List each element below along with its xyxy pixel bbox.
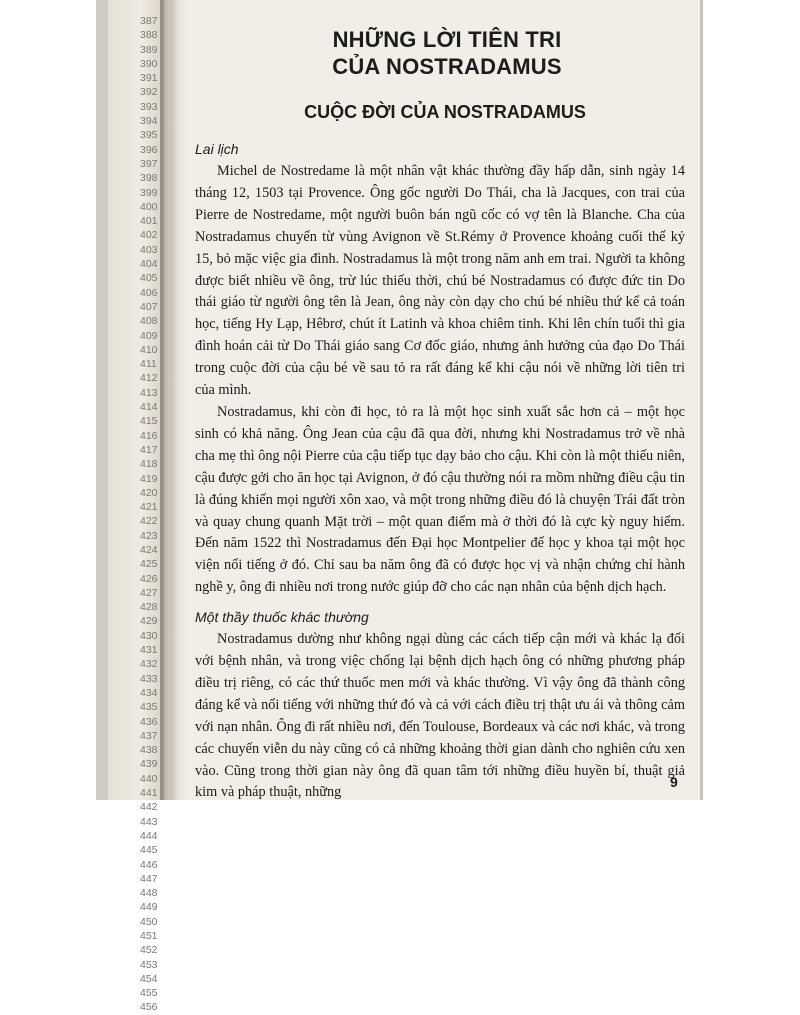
left-page-number: 408 (140, 315, 158, 328)
left-page-number: 387 (140, 15, 158, 27)
left-page-number: 393 (140, 100, 158, 113)
left-page-number: 407 (140, 300, 158, 313)
left-page-number: 414 (140, 401, 158, 414)
left-page-number: 431 (140, 644, 158, 657)
left-page-number: 452 (140, 944, 158, 957)
left-page-number: 428 (140, 601, 158, 614)
left-page-number: 441 (140, 787, 158, 800)
left-page-number: 443 (140, 815, 158, 828)
left-page-number: 405 (140, 272, 158, 285)
left-page-number: 403 (140, 243, 158, 256)
left-page-number: 433 (140, 672, 158, 685)
left-page-number: 423 (140, 529, 158, 542)
left-page-number: 450 (140, 915, 158, 928)
left-page-number: 396 (140, 143, 158, 156)
chapter-title-line-2: CỦA NOSTRADAMUS (332, 54, 562, 79)
left-page-number: 442 (140, 801, 158, 814)
left-page-number: 424 (140, 543, 158, 556)
subheading-physician: Một thầy thuốc khác thường (195, 609, 369, 626)
left-page-number: 418 (140, 458, 158, 471)
left-page-number: 440 (140, 772, 158, 785)
left-page-number: 435 (140, 701, 158, 714)
left-page-number: 413 (140, 386, 158, 399)
left-page-number: 400 (140, 200, 158, 213)
page-number: 9 (670, 774, 678, 790)
left-page-number: 390 (140, 57, 158, 70)
left-page-number: 404 (140, 258, 158, 271)
left-page-number: 389 (140, 43, 158, 56)
left-page-number: 429 (140, 615, 158, 628)
chapter-title (209, 26, 685, 80)
left-page-number: 438 (140, 744, 158, 757)
left-page-number: 432 (140, 658, 158, 671)
left-page-number: 394 (140, 115, 158, 128)
left-page-number: 427 (140, 586, 158, 599)
page-content (195, 26, 685, 804)
left-page-number: 444 (140, 829, 158, 842)
left-page-number: 426 (140, 572, 158, 585)
left-page-number: 430 (140, 629, 158, 642)
page-edge-line (700, 0, 703, 800)
left-page-number: 446 (140, 858, 158, 871)
left-page-number: 451 (140, 930, 158, 942)
section-heading: CUỘC ĐỜI CỦA NOSTRADAMUS (304, 102, 586, 122)
page-gutter-shadow (160, 0, 186, 800)
left-page-number: 397 (140, 157, 158, 170)
left-page-number: 398 (140, 172, 158, 185)
left-page-number: 422 (140, 515, 158, 528)
left-page-numbers (140, 14, 158, 1015)
left-page-number: 402 (140, 229, 158, 242)
left-page-number: 406 (140, 286, 158, 299)
left-page-number: 401 (140, 215, 158, 228)
left-page-number: 411 (140, 358, 157, 371)
left-page-number: 419 (140, 472, 158, 485)
left-page-number: 392 (140, 86, 158, 99)
left-page-number: 420 (140, 486, 158, 499)
left-page-number: 454 (140, 972, 158, 985)
paragraph: Michel de Nostredame là một nhân vật khác thường đầy hấp dẫn, sinh ngày 14 tháng 12, 1503 tại Provence. Ông gốc người Do Thái, cha là Jacques, con trai của Pierre de Nostredame, một người buôn bán ngũ cốc có vợ tên là Blanche. Cha của Nostradamus chuyển từ vùng Avignon về St.Rémy ở Provence khoảng cuối thế kỷ 15, bỏ mặc việc gia đình. Nostradamus là một trong năm anh em trai. Người ta không được biết nhiều về ông, trừ lúc thiếu thời, chú bé Nostradamus có được đức tin Do thái giáo từ người ông tên là Jean, ông này còn dạy cho chú bé nhiều thứ kể cả toán học, tiếng Hy Lạp, Hêbrơ, chút ít Latinh và khoa chiêm tinh. Khi lên chín tuổi thì gia đình hoán cải từ Do Thái giáo sang Cơ đốc giáo, nhưng ảnh hưởng của đạo Do Thái trong cuộc đời của cậu bé về sau tỏ ra rất đáng kể khi cậu nói về những lời tiên tri của mình. (195, 163, 685, 399)
subheading-background: Lai lịch (195, 141, 239, 157)
left-page-number: 434 (140, 686, 158, 699)
left-page-number: 416 (140, 429, 158, 442)
left-page-number: 439 (140, 758, 158, 771)
left-page-number: 388 (140, 29, 158, 42)
left-page-number: 445 (140, 844, 158, 857)
paragraph: Nostradamus, khi còn đi học, tỏ ra là một học sinh xuất sắc hơn cả – một học sinh có khả năng. Ông Jean của cậu đã qua đời, nhưng khi Nostradamus trở về nhà cha mẹ thì ông nội Pierre của cậu tiếp tục dạy bảo cho cậu. Khi còn là một thiếu niên, cậu được gởi cho ăn học tại Avignon, ở đó cậu thường nói ra mồm những điều cậu tin là đúng khiến mọi người xôn xao, và một trong những điều đó là chuyện Trái đất tròn và quay chung quanh Mặt trời – một quan điểm mà ở thời đó là cực kỳ nguy hiểm. Đến năm 1522 thì Nostradamus đến Đại học Montpelier để học y khoa tại một học viện nổi tiếng ở đó. Chỉ sau ba năm ông đã có được học vị và nhận chứng chỉ hành nghề y, ông đi nhiều nơi trong nước giúp đỡ cho các nạn nhân của bệnh dịch hạch. (195, 403, 685, 596)
left-page-number: 456 (140, 1001, 158, 1014)
left-page-number: 391 (140, 72, 158, 85)
left-page-number: 421 (140, 501, 158, 514)
left-page-number: 425 (140, 558, 158, 571)
paragraph: Nostradamus dường như không ngại dùng các cách tiếp cận mới và khác lạ đối với bệnh nhân, và trong việc chống lại bệnh dịch hạch ông có những phương pháp điều trị riêng, có các thứ thuốc men mới và khác thường. Vì vậy ông đã thành công đáng kể và nổi tiếng với những thứ đó và cả với cách điều trị thật ưu ái và thông cảm với nạn nhân. Ông đi rất nhiều nơi, đến Toulouse, Bordeaux và các nơi khác, và trong các chuyến viễn du này cũng có cả những khoảng thời gian dành cho nghiên cứu xen vào. Cũng trong thời gian này ông đã quan tâm tới những điều huyền bí, thuật giả kim và pháp thuật, những (195, 631, 685, 801)
background-right (700, 0, 800, 800)
left-page-number: 437 (140, 729, 158, 742)
left-page-number: 453 (140, 958, 158, 971)
left-page-number: 412 (140, 372, 158, 385)
left-page-number: 448 (140, 887, 158, 900)
left-page-number: 436 (140, 715, 158, 728)
left-page-number: 417 (140, 443, 158, 456)
left-page-number: 409 (140, 329, 158, 342)
left-page-number: 399 (140, 186, 158, 199)
left-page-number: 447 (140, 872, 158, 885)
left-page-number: 395 (140, 129, 158, 142)
left-page-number: 455 (140, 987, 158, 1000)
chapter-title-line-1: NHỮNG LỜI TIÊN TRI (332, 27, 562, 52)
left-page-number: 415 (140, 415, 158, 428)
left-page-number: 449 (140, 901, 158, 914)
left-page-number: 410 (140, 343, 158, 356)
